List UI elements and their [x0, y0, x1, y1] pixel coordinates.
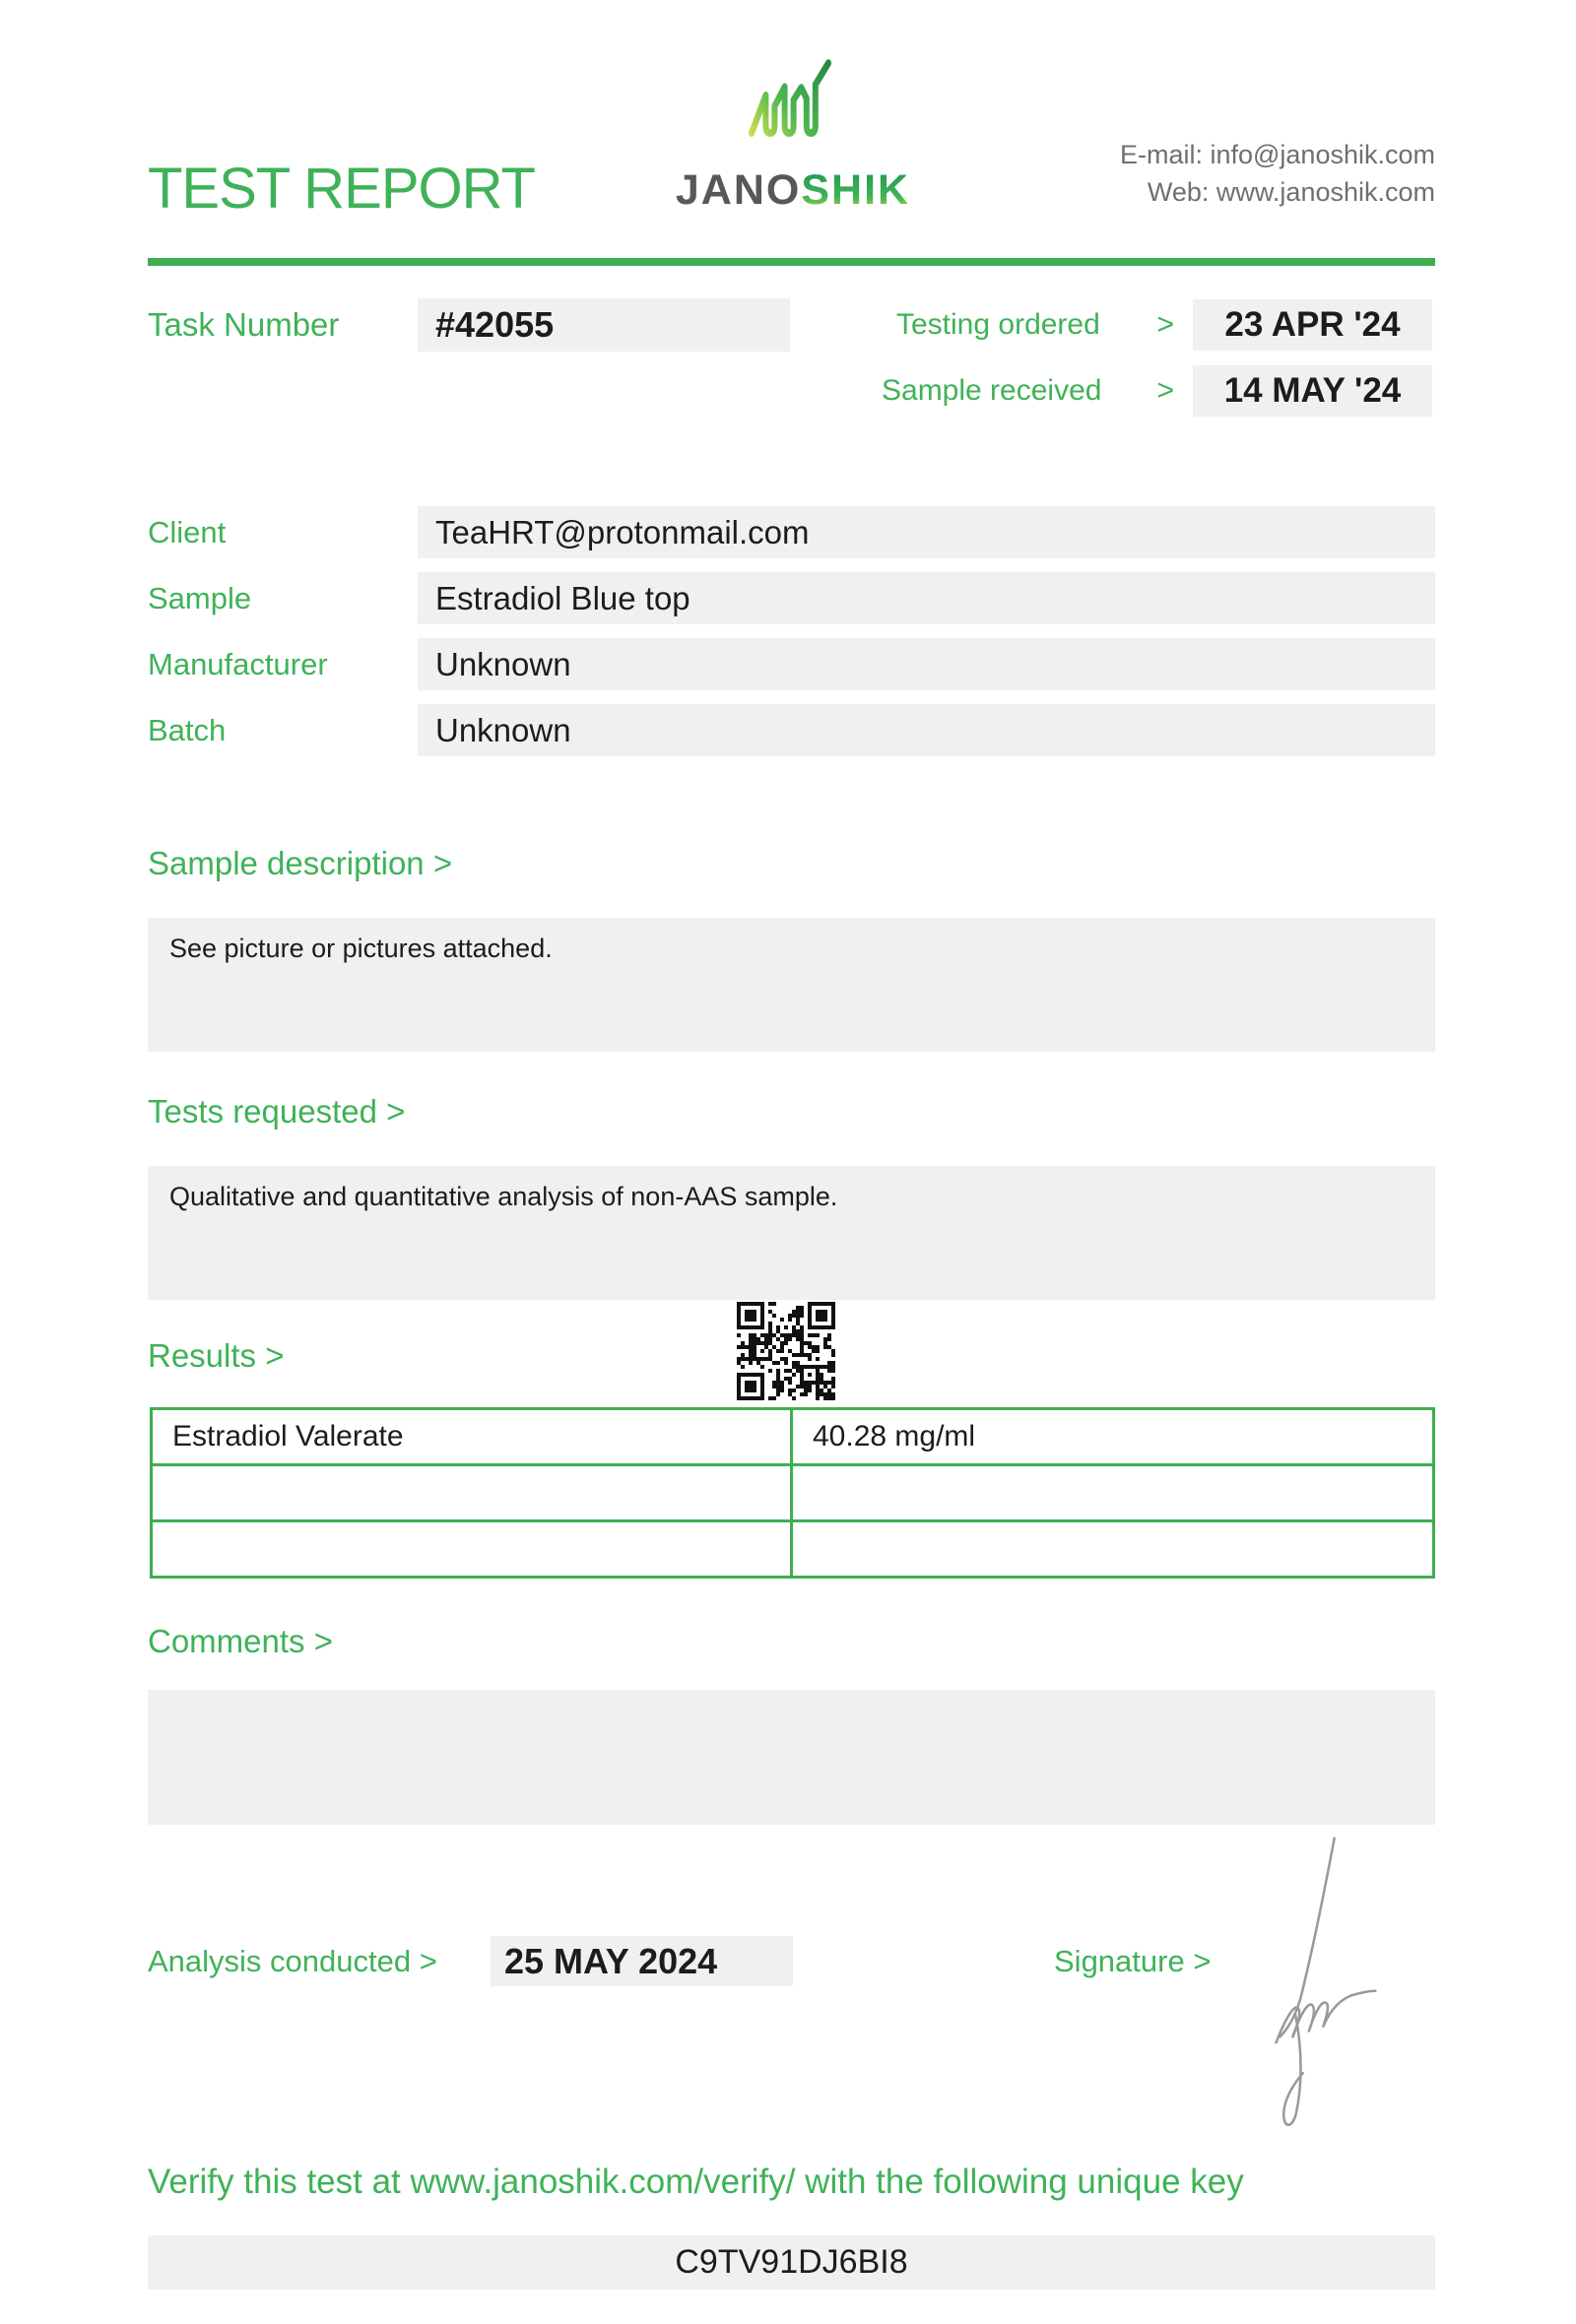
header-divider: [148, 258, 1435, 266]
sample-received-label: Sample received >: [882, 374, 1174, 407]
manufacturer-label: Manufacturer: [148, 646, 328, 681]
task-number-value: #42055: [418, 298, 790, 352]
wordmark-jano: JANO: [675, 166, 802, 214]
contact-block: [1120, 136, 1435, 211]
chevron-right-icon: >: [1156, 374, 1174, 407]
signature-label: Signature >: [1054, 1943, 1212, 1978]
analysis-conducted-label: Analysis conducted >: [148, 1943, 437, 1978]
batch-value: Unknown: [418, 704, 1435, 756]
results-heading: Results >: [148, 1337, 285, 1374]
contact-web: Web: www.janoshik.com: [1147, 177, 1435, 207]
sample-label: Sample: [148, 580, 252, 615]
wordmark-shik: SHIK: [801, 166, 911, 214]
sample-description-heading: Sample description >: [148, 845, 453, 881]
comments-heading: Comments >: [148, 1623, 333, 1659]
qr-code: [737, 1302, 835, 1400]
verify-instruction: Verify this test at www.janoshik.com/verify/ with the following unique key: [148, 2163, 1244, 2201]
analyte-cell: [152, 1521, 792, 1578]
batch-label: Batch: [148, 712, 227, 747]
tests-requested-body: Qualitative and quantitative analysis of non-AAS sample.: [148, 1166, 1435, 1300]
janoshik-wordmark: [676, 166, 910, 214]
client-value: TeaHRT@protonmail.com: [418, 506, 1435, 558]
tests-requested-heading: Tests requested >: [148, 1093, 406, 1130]
contact-email: E-mail: info@janoshik.com: [1119, 140, 1435, 169]
results-row: [152, 1465, 1434, 1521]
growth-chart-icon: [752, 63, 828, 133]
unique-key-value: C9TV91DJ6BI8: [148, 2235, 1435, 2290]
analysis-date-value: 25 MAY 2024: [491, 1936, 793, 1986]
page-title: TEST REPORT: [148, 157, 535, 221]
sample-received-value: 14 MAY '24: [1193, 365, 1432, 417]
chevron-right-icon: >: [1156, 308, 1174, 341]
manufacturer-value: Unknown: [418, 638, 1435, 690]
comments-body: [148, 1690, 1435, 1825]
result-cell: [792, 1521, 1434, 1578]
task-number-label: Task Number: [148, 306, 340, 343]
analyte-cell: [152, 1465, 792, 1521]
result-cell: [792, 1465, 1434, 1521]
client-label: Client: [148, 514, 227, 549]
results-table: [150, 1407, 1435, 1579]
testing-ordered-value: 23 APR '24: [1193, 299, 1432, 351]
signature-handwriting: [1261, 1827, 1389, 2142]
testing-ordered-label: Testing ordered >: [896, 308, 1174, 341]
results-row: [152, 1409, 1434, 1465]
result-cell: 40.28 mg/ml: [792, 1409, 1434, 1465]
sample-value: Estradiol Blue top: [418, 572, 1435, 624]
results-row: [152, 1521, 1434, 1578]
sample-description-body: See picture or pictures attached.: [148, 918, 1435, 1052]
janoshik-logo: [670, 54, 916, 222]
analyte-cell: Estradiol Valerate: [152, 1409, 792, 1465]
